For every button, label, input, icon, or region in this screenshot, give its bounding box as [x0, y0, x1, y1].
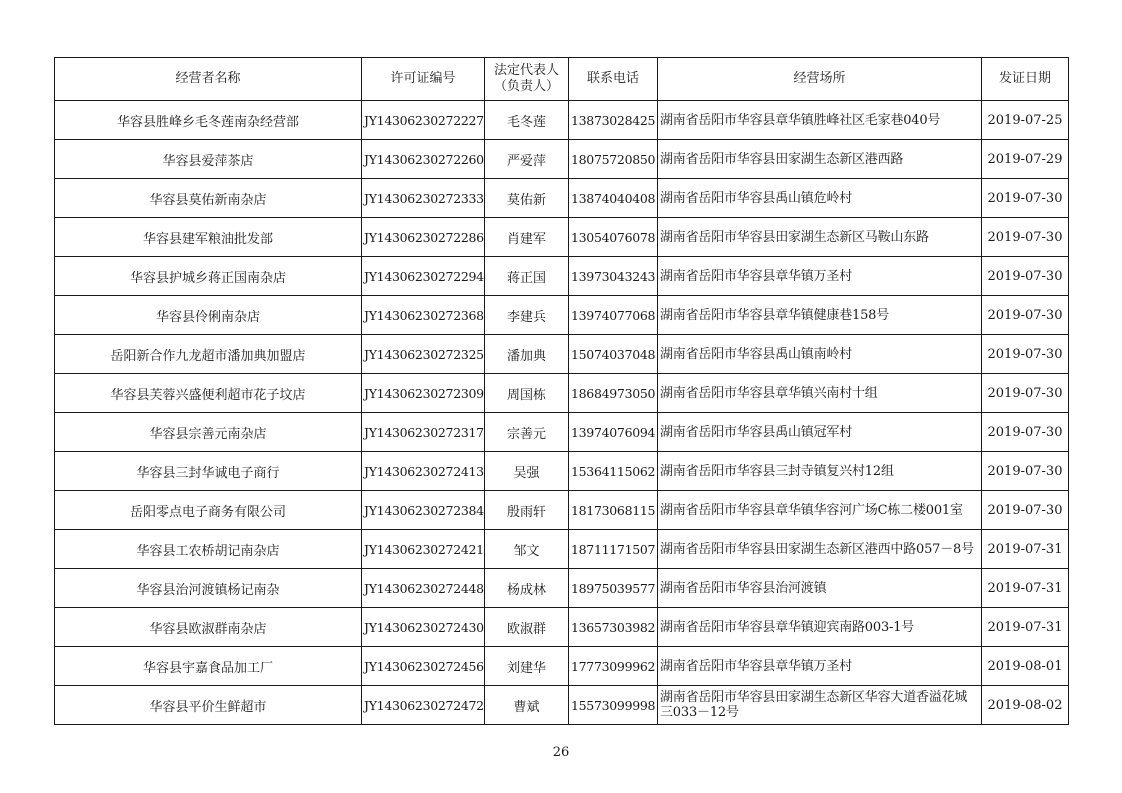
- header-representative-line1: 法定代表人: [493, 63, 559, 78]
- cell-representative: 曹斌: [485, 686, 569, 725]
- cell-representative: 李建兵: [485, 296, 569, 335]
- header-license: 许可证编号: [362, 58, 485, 101]
- cell-business-name: 华容县工农桥胡记南杂店: [55, 530, 362, 569]
- cell-business-name: 华容县建军粮油批发部: [55, 218, 362, 257]
- cell-business-name: 华容县欧淑群南杂店: [55, 608, 362, 647]
- records-body: [55, 101, 1069, 725]
- cell-license-number: JY14306230272286: [362, 218, 485, 257]
- cell-license-number: JY14306230272227: [362, 101, 485, 140]
- cell-business-name: 华容县护城乡蒋正国南杂店: [55, 257, 362, 296]
- cell-issue-date: 2019-07-30: [982, 491, 1069, 530]
- cell-address: 湖南省岳阳市华容县田家湖生态新区港西中路057－8号: [658, 530, 982, 569]
- cell-phone: 18684973050: [569, 374, 658, 413]
- cell-business-name: 华容县胜峰乡毛冬莲南杂经营部: [55, 101, 362, 140]
- cell-phone: 13973043243: [569, 257, 658, 296]
- cell-address: 湖南省岳阳市华容县章华镇万圣村: [658, 257, 982, 296]
- cell-license-number: JY14306230272456: [362, 647, 485, 686]
- cell-address: 湖南省岳阳市华容县章华镇迎宾南路003-1号: [658, 608, 982, 647]
- cell-address: 湖南省岳阳市华容县禹山镇冠军村: [658, 413, 982, 452]
- cell-representative: 蒋正国: [485, 257, 569, 296]
- table-row: [55, 569, 1069, 608]
- cell-issue-date: 2019-08-02: [982, 686, 1069, 725]
- cell-license-number: JY14306230272448: [362, 569, 485, 608]
- cell-business-name: 华容县三封华诚电子商行: [55, 452, 362, 491]
- cell-issue-date: 2019-07-30: [982, 335, 1069, 374]
- table-row: [55, 452, 1069, 491]
- table-row: [55, 335, 1069, 374]
- cell-issue-date: 2019-07-31: [982, 569, 1069, 608]
- cell-phone: 13974076094: [569, 413, 658, 452]
- table-row: [55, 491, 1069, 530]
- cell-issue-date: 2019-08-01: [982, 647, 1069, 686]
- cell-business-name: 华容县治河渡镇杨记南杂: [55, 569, 362, 608]
- cell-issue-date: 2019-07-25: [982, 101, 1069, 140]
- header-representative: [485, 58, 569, 101]
- cell-license-number: JY14306230272421: [362, 530, 485, 569]
- cell-representative: 杨成林: [485, 569, 569, 608]
- cell-issue-date: 2019-07-30: [982, 257, 1069, 296]
- cell-phone: 17773099962: [569, 647, 658, 686]
- header-representative-line2: （负责人）: [493, 79, 559, 94]
- cell-issue-date: 2019-07-30: [982, 452, 1069, 491]
- cell-license-number: JY14306230272430: [362, 608, 485, 647]
- cell-issue-date: 2019-07-29: [982, 140, 1069, 179]
- cell-representative: 刘建华: [485, 647, 569, 686]
- cell-address: 湖南省岳阳市华容县章华镇华容河广场C栋二楼001室: [658, 491, 982, 530]
- table-row: [55, 608, 1069, 647]
- cell-address: 湖南省岳阳市华容县章华镇健康巷158号: [658, 296, 982, 335]
- table-row: [55, 257, 1069, 296]
- cell-representative: 严爱萍: [485, 140, 569, 179]
- cell-license-number: JY14306230272368: [362, 296, 485, 335]
- cell-representative: 潘加典: [485, 335, 569, 374]
- cell-business-name: 华容县平价生鲜超市: [55, 686, 362, 725]
- page-number: 26: [552, 745, 570, 760]
- cell-address: 湖南省岳阳市华容县田家湖生态新区华容大道香溢花城三033－12号: [658, 686, 982, 725]
- cell-license-number: JY14306230272384: [362, 491, 485, 530]
- table-row: [55, 218, 1069, 257]
- cell-issue-date: 2019-07-31: [982, 608, 1069, 647]
- cell-address: 湖南省岳阳市华容县禹山镇危岭村: [658, 179, 982, 218]
- cell-address: 湖南省岳阳市华容县田家湖生态新区港西路: [658, 140, 982, 179]
- cell-license-number: JY14306230272472: [362, 686, 485, 725]
- cell-representative: 肖建军: [485, 218, 569, 257]
- cell-phone: 13874040408: [569, 179, 658, 218]
- cell-business-name: 华容县爱萍茶店: [55, 140, 362, 179]
- table-row: [55, 296, 1069, 335]
- table-row: [55, 686, 1069, 725]
- header-name: 经营者名称: [55, 58, 362, 101]
- table-row: [55, 101, 1069, 140]
- cell-business-name: 岳阳零点电子商务有限公司: [55, 491, 362, 530]
- table-row: [55, 179, 1069, 218]
- cell-representative: 周国栋: [485, 374, 569, 413]
- cell-phone: 18711171507: [569, 530, 658, 569]
- cell-license-number: JY14306230272333: [362, 179, 485, 218]
- cell-representative: 吴强: [485, 452, 569, 491]
- cell-phone: 18975039577: [569, 569, 658, 608]
- cell-phone: 15364115062: [569, 452, 658, 491]
- table-row: [55, 530, 1069, 569]
- table-row: [55, 647, 1069, 686]
- cell-phone: 13873028425: [569, 101, 658, 140]
- cell-address: 湖南省岳阳市华容县禹山镇南岭村: [658, 335, 982, 374]
- cell-license-number: JY14306230272309: [362, 374, 485, 413]
- cell-license-number: JY14306230272260: [362, 140, 485, 179]
- cell-representative: 莫佑新: [485, 179, 569, 218]
- cell-representative: 宗善元: [485, 413, 569, 452]
- table-row: [55, 140, 1069, 179]
- table-row: [55, 413, 1069, 452]
- cell-address: 湖南省岳阳市华容县治河渡镇: [658, 569, 982, 608]
- cell-representative: 邹文: [485, 530, 569, 569]
- cell-phone: 18075720850: [569, 140, 658, 179]
- cell-address: 湖南省岳阳市华容县章华镇胜峰社区毛家巷040号: [658, 101, 982, 140]
- cell-issue-date: 2019-07-30: [982, 218, 1069, 257]
- cell-phone: 15074037048: [569, 335, 658, 374]
- cell-address: 湖南省岳阳市华容县章华镇兴南村十组: [658, 374, 982, 413]
- cell-phone: 18173068115: [569, 491, 658, 530]
- cell-address: 湖南省岳阳市华容县三封寺镇复兴村12组: [658, 452, 982, 491]
- cell-phone: 13657303982: [569, 608, 658, 647]
- cell-phone: 13054076078: [569, 218, 658, 257]
- cell-license-number: JY14306230272294: [362, 257, 485, 296]
- cell-issue-date: 2019-07-30: [982, 296, 1069, 335]
- header-row: [55, 58, 1069, 101]
- cell-business-name: 岳阳新合作九龙超市潘加典加盟店: [55, 335, 362, 374]
- cell-phone: 15573099998: [569, 686, 658, 725]
- cell-phone: 13974077068: [569, 296, 658, 335]
- header-address: 经营场所: [658, 58, 982, 101]
- header-phone: 联系电话: [569, 58, 658, 101]
- cell-business-name: 华容县莫佑新南杂店: [55, 179, 362, 218]
- cell-license-number: JY14306230272325: [362, 335, 485, 374]
- table-row: [55, 374, 1069, 413]
- cell-business-name: 华容县芙蓉兴盛便利超市花子坟店: [55, 374, 362, 413]
- cell-representative: 殷雨轩: [485, 491, 569, 530]
- cell-license-number: JY14306230272317: [362, 413, 485, 452]
- cell-address: 湖南省岳阳市华容县章华镇万圣村: [658, 647, 982, 686]
- cell-issue-date: 2019-07-30: [982, 374, 1069, 413]
- cell-issue-date: 2019-07-30: [982, 413, 1069, 452]
- cell-license-number: JY14306230272413: [362, 452, 485, 491]
- records-table: [54, 57, 1069, 725]
- cell-issue-date: 2019-07-31: [982, 530, 1069, 569]
- header-date: 发证日期: [982, 58, 1069, 101]
- cell-business-name: 华容县宗善元南杂店: [55, 413, 362, 452]
- cell-representative: 毛冬莲: [485, 101, 569, 140]
- cell-business-name: 华容县伶俐南杂店: [55, 296, 362, 335]
- cell-representative: 欧淑群: [485, 608, 569, 647]
- cell-business-name: 华容县宇嘉食品加工厂: [55, 647, 362, 686]
- cell-address: 湖南省岳阳市华容县田家湖生态新区马鞍山东路: [658, 218, 982, 257]
- cell-issue-date: 2019-07-30: [982, 179, 1069, 218]
